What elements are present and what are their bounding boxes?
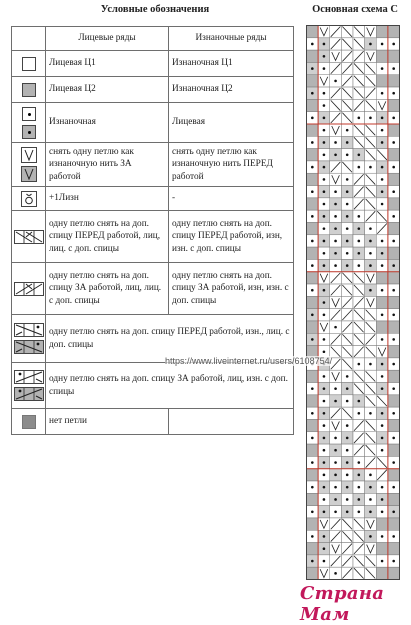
purl-dot [334, 461, 337, 464]
purl-dot [381, 510, 384, 513]
purl-dot [358, 474, 361, 477]
purl-dot [392, 117, 395, 120]
purl-dot [369, 510, 372, 513]
chart-cell [388, 50, 400, 62]
purl-dot [334, 437, 337, 440]
purl-dot [346, 510, 349, 513]
cross-purl-back-gray-icon [14, 387, 44, 401]
chart-cell [307, 518, 319, 530]
purl-dot [323, 240, 326, 243]
knitting-chart [306, 25, 400, 580]
chart-cell [388, 567, 400, 579]
purl-dot [392, 43, 395, 46]
cross-purl-front-icon [14, 323, 44, 337]
header-back-rows: Изнаночные ряды [169, 27, 294, 51]
purl-dot [346, 240, 349, 243]
purl-dot [358, 461, 361, 464]
purl-dot [369, 535, 372, 538]
purl-dot [323, 55, 326, 58]
purl-dot [358, 363, 361, 366]
purl-dot [392, 92, 395, 95]
purl-dot [381, 289, 384, 292]
purl-dot [311, 190, 314, 193]
chart-cell [376, 567, 388, 579]
purl-dot [381, 535, 384, 538]
legend-face-text: одну петлю снять на доп. спицу ПЕРЕД работой, лиц, лиц. с доп. спицы [46, 211, 169, 263]
purl-dot [323, 203, 326, 206]
purl-dot [369, 412, 372, 415]
purl-dot [381, 43, 384, 46]
cross-purl-back-icon [14, 370, 44, 384]
purl-dot [392, 461, 395, 464]
purl-dot [358, 510, 361, 513]
purl-dot [334, 252, 337, 255]
purl-dot [334, 153, 337, 156]
legend-back-text: одну петлю снять на доп. спицу ЗА работой, изн, изн. с доп. спицы [169, 263, 294, 315]
legend-back-text: Изнаночная Ц2 [169, 77, 294, 103]
legend-back-text: - [169, 187, 294, 211]
purl-dot [392, 141, 395, 144]
legend-symbol-cell [12, 211, 46, 263]
purl-dot [323, 264, 326, 267]
purl-dot [392, 486, 395, 489]
purl-dot [323, 486, 326, 489]
legend-merged-text: одну петлю снять на доп. спицу ПЕРЕД работой, изн., лиц. с доп. спицы [46, 315, 294, 363]
purl-dot [358, 227, 361, 230]
purl-dot [311, 461, 314, 464]
chart-cell [388, 518, 400, 530]
purl-dot [381, 314, 384, 317]
purl-dot [358, 153, 361, 156]
purl-dot [334, 400, 337, 403]
legend-title: Условные обозначения [100, 4, 210, 15]
purl-dot [323, 289, 326, 292]
cross-right-icon [14, 282, 44, 296]
chart-cell [388, 370, 400, 382]
purl-dot [369, 227, 372, 230]
purl-dot [381, 190, 384, 193]
purl-dot [334, 474, 337, 477]
chart-cell [307, 444, 319, 456]
purl-dot [392, 338, 395, 341]
purl-dot [346, 153, 349, 156]
chart-cell [307, 296, 319, 308]
chart-cell [307, 75, 319, 87]
chart-cell [388, 469, 400, 481]
legend-back-text: Лицевая [169, 103, 294, 143]
purl-dot [346, 215, 349, 218]
chart-cell [388, 543, 400, 555]
purl-dot-icon [22, 107, 36, 121]
purl-dot [369, 474, 372, 477]
purl-dot [323, 535, 326, 538]
chart-cell [376, 272, 388, 284]
purl-dot [346, 178, 349, 181]
purl-dot [311, 314, 314, 317]
legend-back-text: Изнаночная Ц1 [169, 51, 294, 77]
chart-cell [376, 50, 388, 62]
chart-cell [307, 370, 319, 382]
chart-cell [376, 321, 388, 333]
purl-dot [381, 203, 384, 206]
purl-dot [311, 117, 314, 120]
chart-cell [376, 26, 388, 38]
purl-dot [311, 486, 314, 489]
purl-dot [358, 252, 361, 255]
purl-dot [369, 264, 372, 267]
purl-dot [381, 449, 384, 452]
increase-icon [21, 191, 37, 207]
header-face-rows: Лицевые ряды [46, 27, 169, 51]
purl-dot [392, 535, 395, 538]
legend-symbol-cell [12, 263, 46, 315]
chart-cell [388, 321, 400, 333]
legend-face-text: Изнаночная [46, 103, 169, 143]
purl-dot [369, 240, 372, 243]
purl-dot [346, 474, 349, 477]
purl-dot [381, 560, 384, 563]
purl-dot [369, 166, 372, 169]
slip-stitch-icon [21, 147, 37, 163]
purl-dot [392, 166, 395, 169]
purl-dot [311, 535, 314, 538]
chart-cell [388, 346, 400, 358]
white-square-icon [22, 57, 36, 71]
purl-dot [311, 43, 314, 46]
purl-dot [381, 240, 384, 243]
cross-left-icon [14, 230, 44, 244]
chart-cell [388, 444, 400, 456]
chart-cell [307, 124, 319, 136]
purl-dot [323, 178, 326, 181]
purl-dot [392, 67, 395, 70]
purl-dot [323, 215, 326, 218]
purl-dot [311, 437, 314, 440]
purl-dot [334, 80, 337, 83]
chart-cell [307, 321, 319, 333]
chart-cell [388, 75, 400, 87]
purl-dot [346, 424, 349, 427]
purl-dot [323, 227, 326, 230]
purl-dot [323, 129, 326, 132]
purl-dot [323, 190, 326, 193]
legend-symbol-cell [12, 363, 46, 409]
chart-cell [388, 272, 400, 284]
purl-dot [323, 141, 326, 144]
chart-cell [307, 149, 319, 161]
purl-dot [323, 437, 326, 440]
chart-cell [307, 469, 319, 481]
chart-title: Основная схема С [312, 4, 398, 15]
purl-dot [311, 338, 314, 341]
purl-dot [311, 67, 314, 70]
chart-cell [307, 395, 319, 407]
purl-dot [381, 486, 384, 489]
purl-dot [358, 117, 361, 120]
purl-dot [323, 498, 326, 501]
chart-cell [388, 247, 400, 259]
purl-dot [334, 486, 337, 489]
purl-dot [346, 141, 349, 144]
purl-dot [369, 117, 372, 120]
purl-dot [334, 240, 337, 243]
purl-dot [392, 510, 395, 513]
purl-dot [323, 301, 326, 304]
purl-dot [334, 227, 337, 230]
purl-dot [323, 153, 326, 156]
watermark-url: https://www.liveinternet.ru/users/6108754/ [165, 356, 333, 366]
purl-dot [346, 498, 349, 501]
purl-dot [323, 510, 326, 513]
purl-dot [346, 129, 349, 132]
purl-dot [381, 141, 384, 144]
purl-dot [323, 338, 326, 341]
purl-dot [381, 252, 384, 255]
chart-cell [376, 75, 388, 87]
purl-dot [392, 215, 395, 218]
chart-cell [307, 543, 319, 555]
purl-dot [323, 547, 326, 550]
purl-dot [358, 215, 361, 218]
purl-dot [323, 314, 326, 317]
purl-dot [311, 412, 314, 415]
purl-dot [346, 486, 349, 489]
chart-cell [376, 543, 388, 555]
purl-dot [323, 560, 326, 563]
legend-symbol-cell [12, 51, 46, 77]
purl-dot [323, 166, 326, 169]
purl-dot [311, 240, 314, 243]
purl-dot [369, 486, 372, 489]
purl-dot [311, 510, 314, 513]
legend-symbol-cell [12, 187, 46, 211]
chart-cell [388, 222, 400, 234]
purl-dot [358, 264, 361, 267]
purl-dot [323, 461, 326, 464]
purl-dot [381, 363, 384, 366]
chart-cell [388, 26, 400, 38]
chart-cell [307, 493, 319, 505]
purl-dot [311, 289, 314, 292]
chart-cell [307, 567, 319, 579]
purl-dot [358, 400, 361, 403]
purl-dot [358, 498, 361, 501]
chart-cell [307, 50, 319, 62]
purl-dot [358, 240, 361, 243]
purl-dot [323, 350, 326, 353]
purl-dot [334, 190, 337, 193]
purl-dot [323, 375, 326, 378]
purl-dot [346, 203, 349, 206]
purl-dot [323, 67, 326, 70]
purl-dot [381, 67, 384, 70]
purl-dot [346, 264, 349, 267]
purl-dot [334, 498, 337, 501]
purl-dot [323, 43, 326, 46]
chart-cell [388, 296, 400, 308]
purl-dot [334, 387, 337, 390]
purl-dot [311, 166, 314, 169]
purl-dot [334, 326, 337, 329]
chart-cell [388, 198, 400, 210]
slip-stitch-gray-icon [21, 166, 37, 182]
purl-dot [323, 252, 326, 255]
purl-dot [334, 449, 337, 452]
purl-dot [381, 498, 384, 501]
chart-cell [388, 173, 400, 185]
purl-dot [346, 461, 349, 464]
purl-dot [381, 412, 384, 415]
purl-dot [311, 560, 314, 563]
purl-dot [311, 215, 314, 218]
purl-dot [369, 498, 372, 501]
purl-dot [369, 289, 372, 292]
purl-dot [381, 375, 384, 378]
legend-table [11, 26, 294, 435]
purl-dot [334, 215, 337, 218]
chart-cell [388, 493, 400, 505]
chart-cell [388, 99, 400, 111]
purl-dot [323, 424, 326, 427]
purl-dot [334, 510, 337, 513]
purl-dot [346, 375, 349, 378]
purl-dot [392, 437, 395, 440]
purl-dot [369, 43, 372, 46]
purl-dot [358, 166, 361, 169]
purl-dot [346, 387, 349, 390]
purl-dot [392, 387, 395, 390]
chart-cell [307, 222, 319, 234]
purl-dot [334, 203, 337, 206]
legend-back-text: снять одну петлю как изнаночную нить ПЕРЕД работой [169, 143, 294, 187]
purl-dot [334, 141, 337, 144]
purl-dot [381, 387, 384, 390]
purl-dot [323, 412, 326, 415]
purl-dot [392, 560, 395, 563]
chart-cell [376, 296, 388, 308]
chart-cell [388, 419, 400, 431]
purl-dot [323, 474, 326, 477]
purl-dot [392, 190, 395, 193]
purl-dot [358, 412, 361, 415]
purl-dot [323, 104, 326, 107]
legend-face-text: Лицевая Ц2 [46, 77, 169, 103]
legend-back-text: одну петлю снять на доп. спицу ПЕРЕД работой, изн, изн. с доп. спицы [169, 211, 294, 263]
purl-dot [381, 178, 384, 181]
legend-symbol-cell [12, 315, 46, 363]
legend-face-text: +1Лизн [46, 187, 169, 211]
purl-dot [346, 449, 349, 452]
purl-dot [358, 486, 361, 489]
purl-dot [323, 449, 326, 452]
purl-dot [381, 117, 384, 120]
purl-dot [323, 387, 326, 390]
purl-dot [381, 264, 384, 267]
purl-dot [346, 190, 349, 193]
no-stitch-icon [22, 415, 36, 429]
chart-cell [376, 518, 388, 530]
purl-dot [311, 92, 314, 95]
purl-dot [381, 92, 384, 95]
legend-symbol-cell [12, 409, 46, 435]
purl-dot [323, 400, 326, 403]
purl-dot [392, 264, 395, 267]
purl-dot [323, 92, 326, 95]
purl-dot [346, 400, 349, 403]
legend-face-text: нет петли [46, 409, 169, 435]
legend-face-text: Лицевая Ц1 [46, 51, 169, 77]
purl-dot [392, 240, 395, 243]
gray-square-icon [22, 83, 36, 97]
purl-dot [381, 424, 384, 427]
chart-cell [307, 272, 319, 284]
purl-dot [346, 437, 349, 440]
legend-back-text [169, 409, 294, 435]
legend-face-text: одну петлю снять на доп. спицу ЗА работой, лиц, лиц. с доп. спицы [46, 263, 169, 315]
chart-cell [307, 419, 319, 431]
purl-dot [311, 264, 314, 267]
purl-dot [369, 252, 372, 255]
legend-symbol-cell [12, 103, 46, 143]
purl-dot [323, 117, 326, 120]
chart-cell [307, 247, 319, 259]
chart-cell [388, 149, 400, 161]
site-logo: Страна Мам [300, 583, 385, 625]
purl-dot [381, 338, 384, 341]
legend-face-text: снять одну петлю как изнаночную нить ЗА работой [46, 143, 169, 187]
purl-dot [381, 437, 384, 440]
purl-dot [392, 363, 395, 366]
chart-cell [307, 99, 319, 111]
cross-purl-front-gray-icon [14, 340, 44, 354]
purl-dot [381, 166, 384, 169]
purl-dot [311, 141, 314, 144]
purl-dot [334, 572, 337, 575]
chart-cell [307, 198, 319, 210]
chart-cell [388, 395, 400, 407]
purl-dot [311, 387, 314, 390]
purl-dot [346, 252, 349, 255]
purl-dot [381, 129, 384, 132]
purl-dot [334, 264, 337, 267]
legend-symbol-cell [12, 77, 46, 103]
chart-cell [307, 173, 319, 185]
purl-dot [346, 227, 349, 230]
chart-cell [388, 124, 400, 136]
purl-dot [369, 363, 372, 366]
chart-cell [307, 26, 319, 38]
purl-dot [392, 314, 395, 317]
purl-dot [392, 412, 395, 415]
legend-merged-text: одну петлю снять на доп. спицу ЗА работой, лиц, изн. с доп. спицы [46, 363, 294, 409]
legend-symbol-cell [12, 143, 46, 187]
purl-dot-gray-icon [22, 125, 36, 139]
purl-dot [392, 289, 395, 292]
